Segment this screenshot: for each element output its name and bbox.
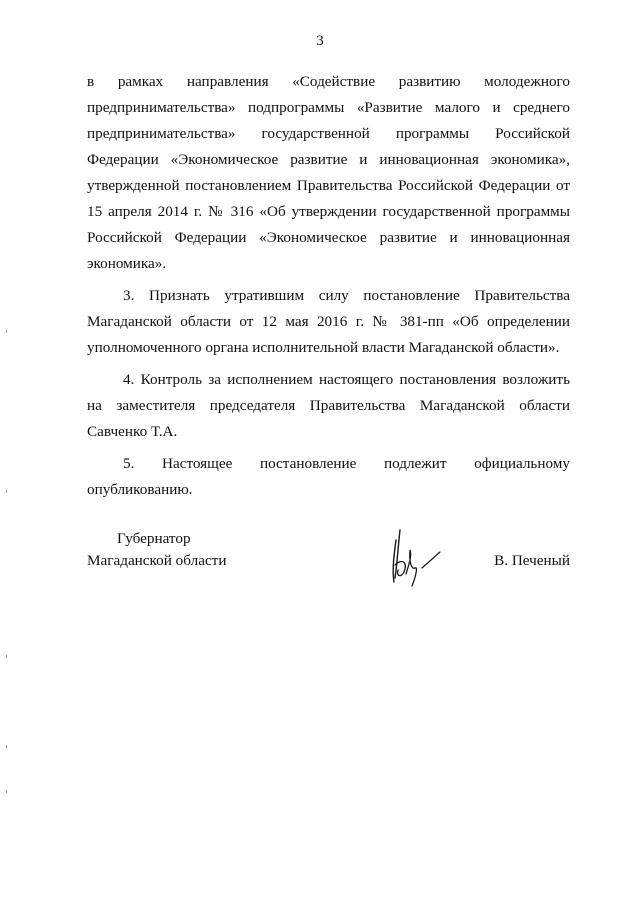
signatory-name: В. Печеный <box>494 552 570 569</box>
handwritten-signature-icon <box>382 520 452 590</box>
signatory-title-line1: Губернатор <box>117 530 191 547</box>
signature-block <box>87 528 570 598</box>
document-body <box>87 69 570 509</box>
margin-tick <box>6 790 7 793</box>
signatory-title-line2: Магаданской области <box>87 552 227 569</box>
paragraph-item-4: 4. Контроль за исполнением настоящего постановления возложить на заместителя председателя Правительства Магаданской области Савченко Т.А. <box>87 371 570 440</box>
signatory-title <box>87 528 226 572</box>
paragraph-item-5: 5. Настоящее постановление подлежит официальному опубликованию. <box>87 455 570 498</box>
paragraph-item-3: 3. Признать утратившим силу постановление Правительства Магаданской области от 12 мая 2016 г. № 381-пп «Об определении уполномоченного органа исполнительной власти Магаданской области». <box>87 287 570 356</box>
margin-tick <box>6 490 7 493</box>
margin-tick <box>6 745 7 748</box>
paragraph-continuation: в рамках направления «Содействие развитию молодежного предпринимательства» подпрограммы «Развитие малого и среднего предпринимательства» государственной программы Российской Федерации «Экономическое развитие и инновационная экономика», утвержденной постановлением Правительства Российской Федерации от 15 апреля 2014 г. № 316 «Об утверждении государственной программы Российской Федерации «Экономическое развитие и инновационная экономика». <box>87 73 570 272</box>
page-number: 3 <box>316 33 324 49</box>
margin-tick <box>6 330 7 333</box>
margin-tick <box>6 655 7 658</box>
